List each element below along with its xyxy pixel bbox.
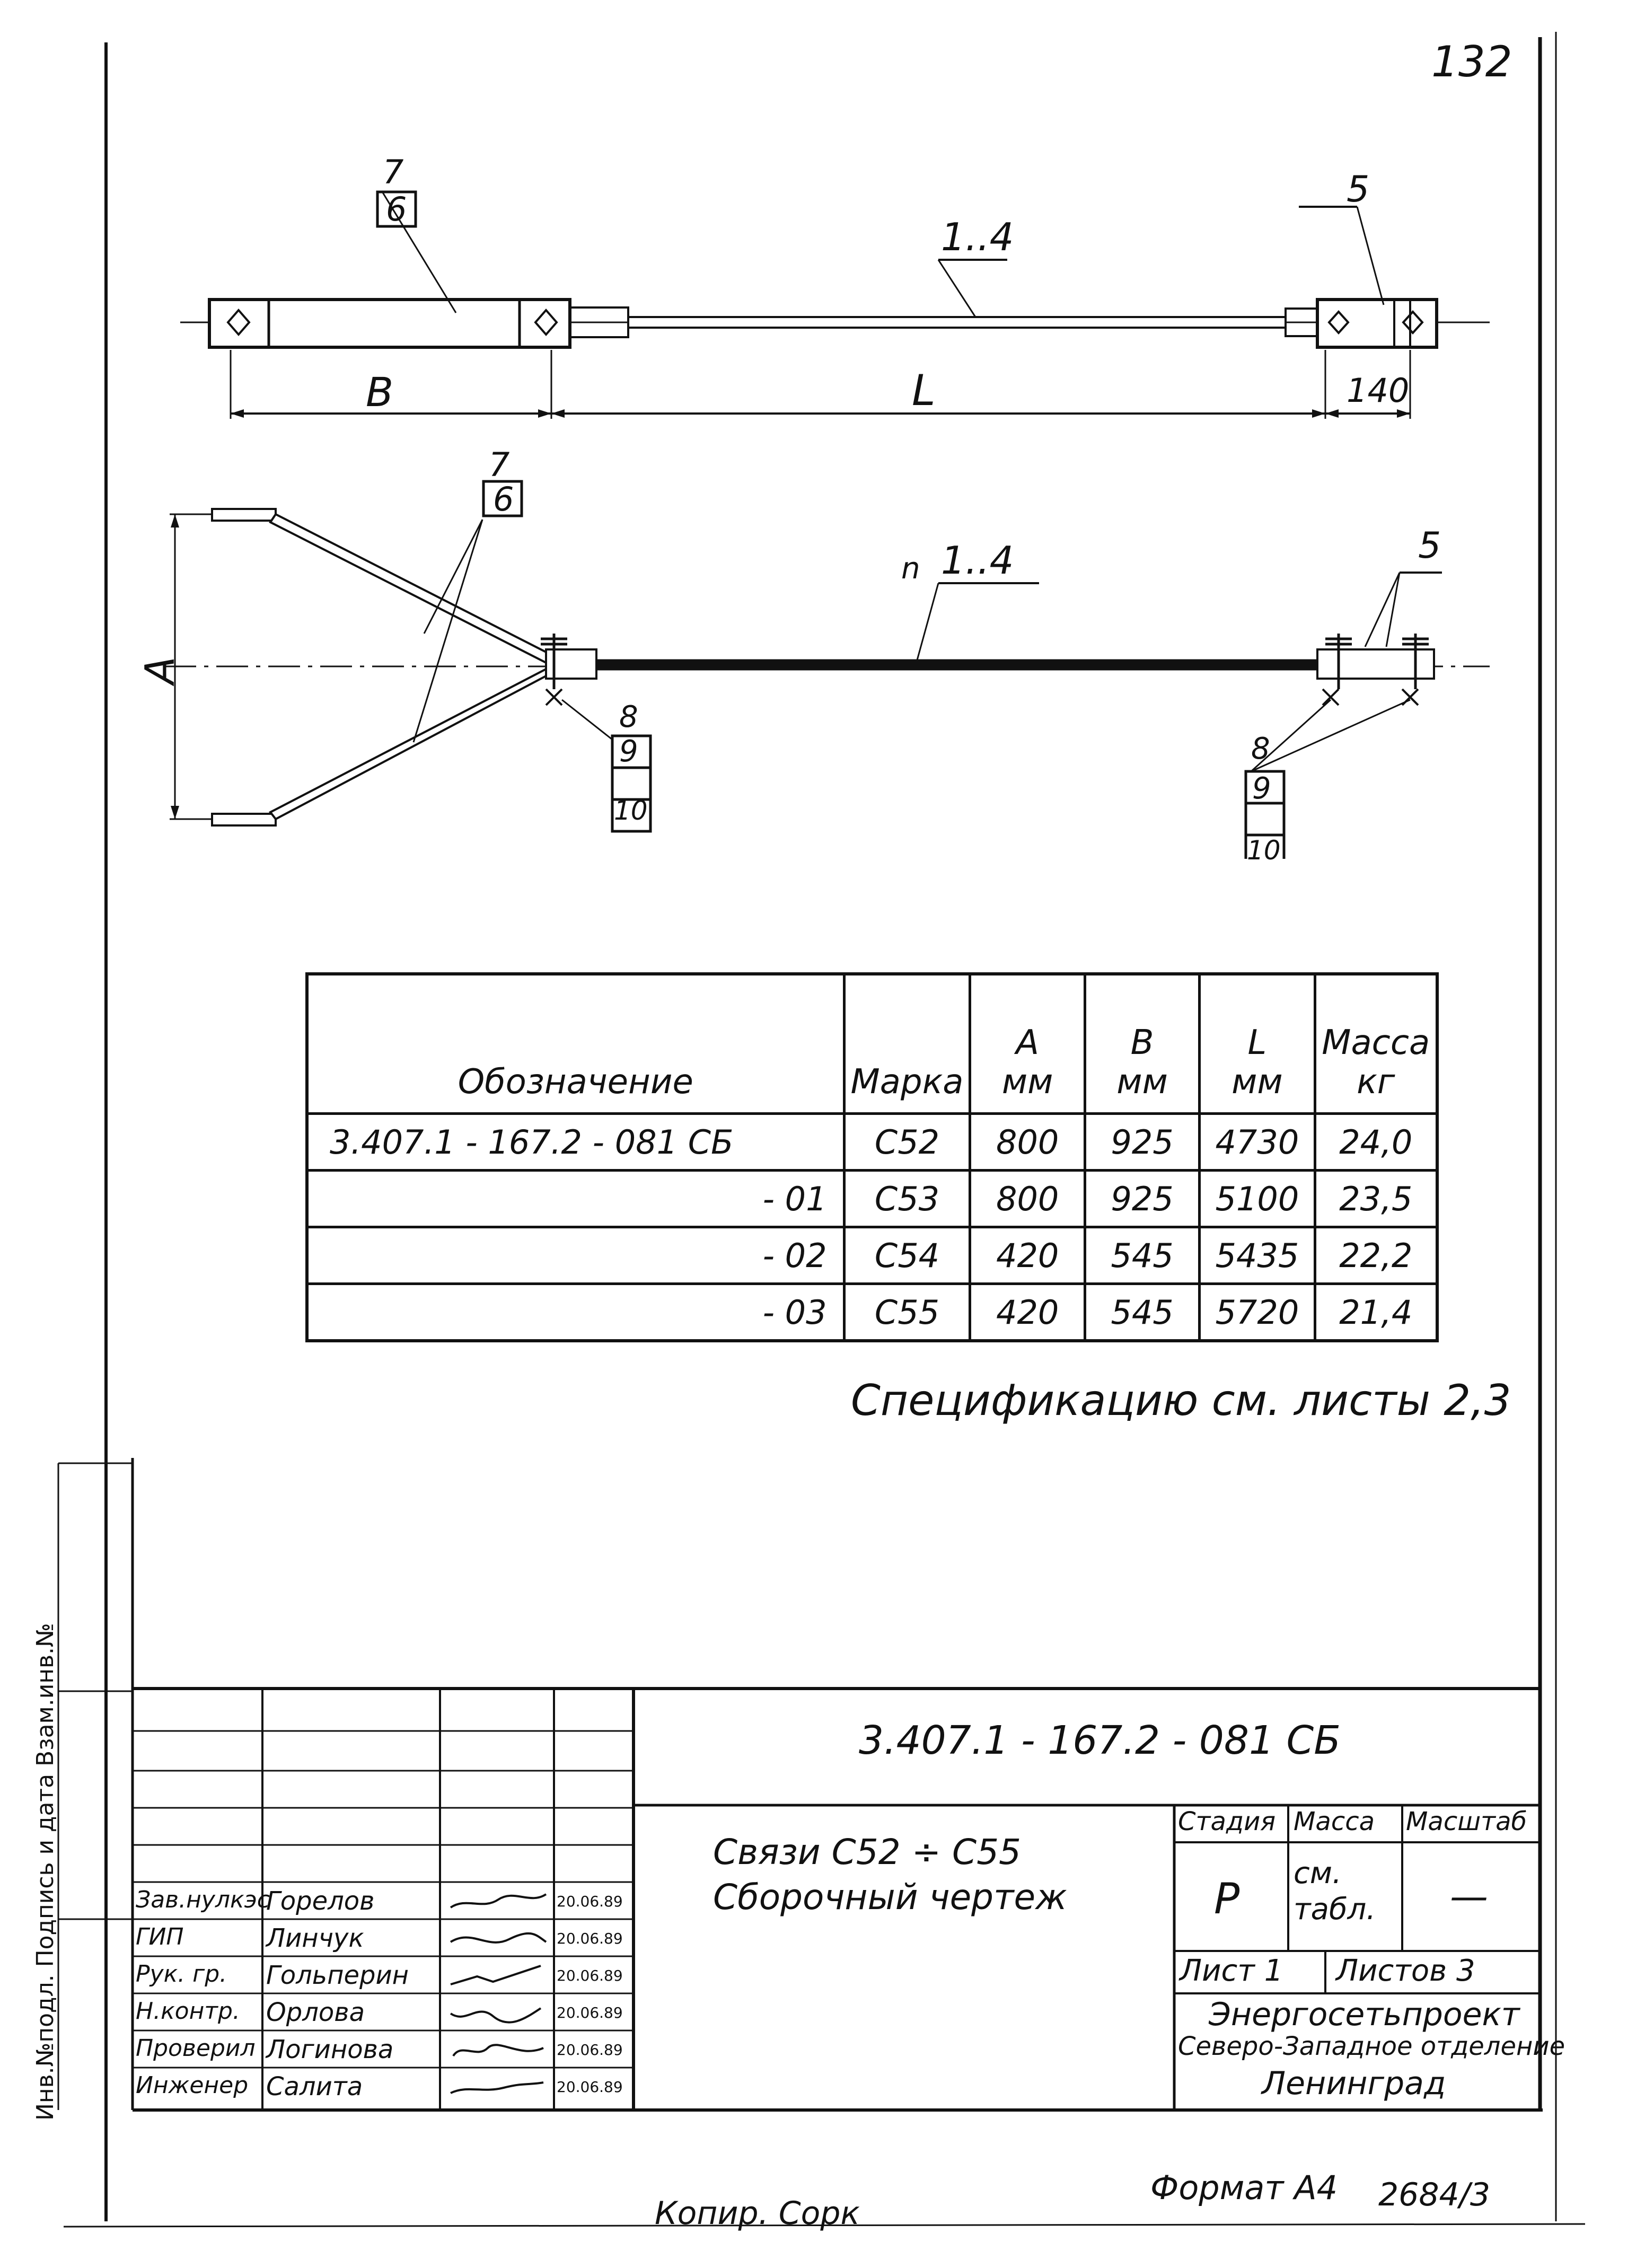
org-line-1: Энергосетьпроект bbox=[1209, 1996, 1520, 2033]
cell-designation: - 02 bbox=[307, 1227, 844, 1284]
callout-10-left: 10 bbox=[614, 795, 648, 826]
col-a: A мм bbox=[970, 974, 1085, 1114]
org-line-2: Северо-Западное отделение bbox=[1178, 2032, 1565, 2061]
cell-a: 800 bbox=[970, 1114, 1085, 1171]
stray-mark: n bbox=[901, 551, 920, 586]
person-row bbox=[133, 1919, 634, 1956]
cell-designation: - 01 bbox=[307, 1171, 844, 1227]
footer-archive-no: 2684/3 bbox=[1378, 2176, 1491, 2213]
callout-5-side: 5 bbox=[1418, 525, 1441, 567]
title-line-1: Связи С52 ÷ С55 bbox=[713, 1832, 1022, 1873]
stage-value: Р bbox=[1214, 1874, 1240, 1923]
cell-b: 925 bbox=[1085, 1171, 1199, 1227]
dim-a: A bbox=[136, 656, 183, 684]
cell-a: 420 bbox=[970, 1284, 1085, 1341]
cell-mark: С54 bbox=[844, 1227, 970, 1284]
title-line-2: Сборочный чертеж bbox=[713, 1877, 1067, 1918]
person-role: Зав.нулкэс bbox=[136, 1886, 270, 1913]
callout-8-left: 8 bbox=[619, 700, 638, 734]
org-line-3: Ленинград bbox=[1262, 2065, 1446, 2102]
col-mass: Масса кг bbox=[1315, 974, 1437, 1114]
page-number: 132 bbox=[1431, 37, 1512, 86]
person-role: Проверил bbox=[136, 2035, 256, 2062]
cell-b: 545 bbox=[1085, 1284, 1199, 1341]
col-designation: Обозначение bbox=[307, 974, 844, 1114]
person-role: Н.контр. bbox=[136, 1998, 240, 2025]
signature-icon bbox=[445, 2072, 551, 2101]
col-mark: Марка bbox=[844, 974, 970, 1114]
dim-b: B bbox=[366, 368, 394, 416]
person-row bbox=[133, 1993, 634, 2030]
signature-icon bbox=[445, 1961, 551, 1990]
callout-10-right: 10 bbox=[1247, 835, 1281, 866]
person-date: 20.06.89 bbox=[557, 2041, 623, 2059]
cell-mark: С55 bbox=[844, 1284, 970, 1341]
cell-mass: 21,4 bbox=[1315, 1284, 1437, 1341]
person-role: ГИП bbox=[136, 1923, 184, 1950]
stage-label: Стадия bbox=[1178, 1807, 1276, 1836]
callout-7-top: 7 bbox=[383, 153, 404, 191]
col-b: B мм bbox=[1085, 974, 1199, 1114]
signature-rows bbox=[133, 1882, 634, 2110]
dim-140: 140 bbox=[1347, 371, 1410, 410]
person-row bbox=[133, 2068, 634, 2105]
person-name: Гольперин bbox=[266, 1961, 409, 1990]
cell-a: 800 bbox=[970, 1171, 1085, 1227]
person-name: Линчук bbox=[266, 1923, 364, 1953]
col-l: L мм bbox=[1200, 974, 1315, 1114]
cell-l: 5435 bbox=[1200, 1227, 1315, 1284]
cell-l: 5720 bbox=[1200, 1284, 1315, 1341]
cell-mass: 24,0 bbox=[1315, 1114, 1437, 1171]
person-row bbox=[133, 2030, 634, 2068]
cell-mass: 23,5 bbox=[1315, 1171, 1437, 1227]
callout-rod-side: 1..4 bbox=[941, 538, 1014, 583]
person-date: 20.06.89 bbox=[557, 1893, 623, 1910]
callout-7-side: 7 bbox=[489, 445, 510, 484]
person-name: Горелов bbox=[266, 1886, 375, 1916]
person-date: 20.06.89 bbox=[557, 2004, 623, 2021]
person-name: Салита bbox=[266, 2072, 363, 2102]
person-row bbox=[133, 1882, 634, 1919]
person-date: 20.06.89 bbox=[557, 1930, 623, 1947]
cell-b: 925 bbox=[1085, 1114, 1199, 1171]
person-date: 20.06.89 bbox=[557, 2078, 623, 2096]
person-name: Орлова bbox=[266, 1998, 365, 2027]
callout-rod-top: 1..4 bbox=[941, 215, 1014, 259]
cell-l: 4730 bbox=[1200, 1114, 1315, 1171]
side-stamp: Инв.№подл. Подпись и дата Взам.инв.№ bbox=[32, 1623, 59, 2121]
signature-icon bbox=[445, 1886, 551, 1915]
cell-designation: - 03 bbox=[307, 1284, 844, 1341]
mass-value: см. табл. bbox=[1294, 1856, 1376, 1927]
callout-6-top: 6 bbox=[386, 190, 407, 228]
callout-6-side: 6 bbox=[493, 480, 514, 518]
doc-code: 3.407.1 - 167.2 - 081 СБ bbox=[859, 1718, 1341, 1763]
callout-8-right: 8 bbox=[1251, 732, 1270, 766]
callout-9-right: 9 bbox=[1252, 771, 1271, 806]
scale-label: Масштаб bbox=[1406, 1807, 1527, 1836]
sheets-label: Листов 3 bbox=[1336, 1954, 1475, 1988]
signature-icon bbox=[445, 2035, 551, 2064]
person-role: Рук. гр. bbox=[136, 1961, 227, 1988]
dim-l: L bbox=[912, 366, 936, 415]
sheet-label: Лист 1 bbox=[1180, 1954, 1283, 1988]
cell-b: 545 bbox=[1085, 1227, 1199, 1284]
cell-mass: 22,2 bbox=[1315, 1227, 1437, 1284]
signature-icon bbox=[445, 1923, 551, 1953]
person-date: 20.06.89 bbox=[557, 1967, 623, 1984]
cell-a: 420 bbox=[970, 1227, 1085, 1284]
callout-9-left: 9 bbox=[619, 734, 638, 769]
person-role: Инженер bbox=[136, 2072, 249, 2099]
cell-mark: С53 bbox=[844, 1171, 970, 1227]
callout-5-top: 5 bbox=[1347, 169, 1370, 210]
person-name: Логинова bbox=[266, 2035, 394, 2064]
footer-format: Формат А4 bbox=[1150, 2168, 1338, 2207]
cell-designation: 3.407.1 - 167.2 - 081 СБ bbox=[307, 1114, 844, 1171]
cell-l: 5100 bbox=[1200, 1171, 1315, 1227]
footer-copy: Копир. Сорк bbox=[655, 2195, 860, 2232]
person-row bbox=[133, 1956, 634, 1993]
signature-icon bbox=[445, 1998, 551, 2027]
mass-label: Масса bbox=[1294, 1807, 1375, 1836]
scale-value: — bbox=[1450, 1874, 1488, 1919]
cell-mark: С52 bbox=[844, 1114, 970, 1171]
spec-note: Спецификацию см. листы 2,3 bbox=[851, 1376, 1511, 1425]
